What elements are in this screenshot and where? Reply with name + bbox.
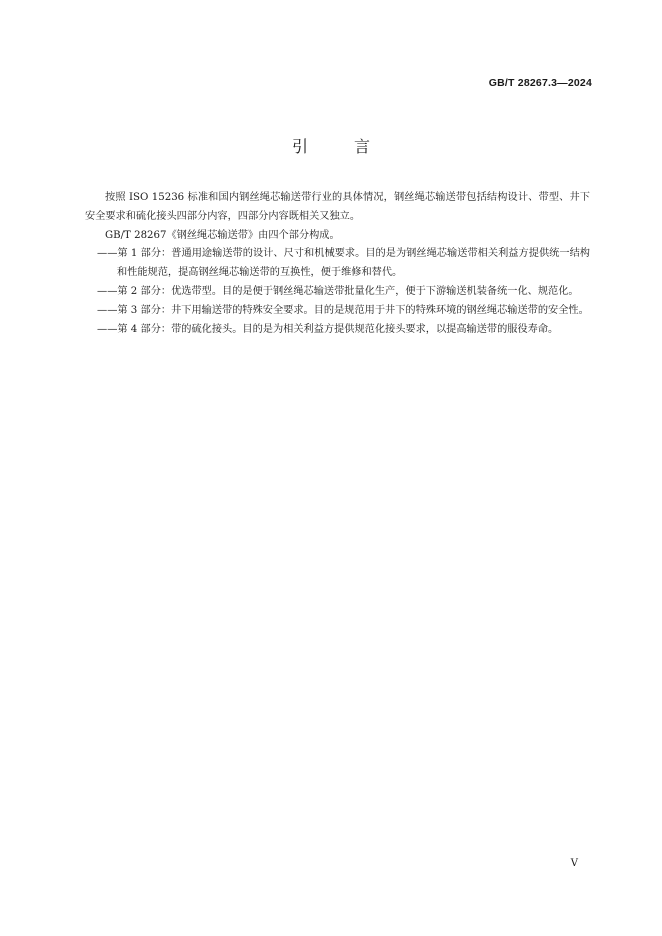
part-4-item: ——第 4 部分：带的硫化接头。目的是为相关利益方提供规范化接头要求，以提高输送带的服役寿命。	[97, 323, 559, 335]
part-1-item: ——第 1 部分：普通用途输送带的设计、尺寸和机械要求。目的是为钢丝绳芯输送带相关利益方提供统一结构和性能规范，提高钢丝绳芯输送带的互换性，便于维修和替代。	[97, 248, 590, 279]
structure-paragraph: GB/T 28267《钢丝绳芯输送带》由四个部分构成。	[105, 229, 340, 241]
standard-code: GB/T 28267.3—2024	[488, 77, 592, 89]
intro-paragraph: 按照 ISO 15236 标准和国内钢丝绳芯输送带行业的具体情况，钢丝绳芯输送带包括结构设计、带型、井下安全要求和硫化接头四部分内容，四部分内容既相关又独立。	[85, 192, 590, 222]
part-2-item: ——第 2 部分：优选带型。目的是便于钢丝绳芯输送带批量化生产，便于下游输送机装备统一化、规范化。	[97, 285, 579, 297]
page-title: 引言	[291, 137, 416, 156]
part-3-item: ——第 3 部分：井下用输送带的特殊安全要求。目的是规范用于井下的特殊环境的钢丝绳芯输送带的安全性。	[97, 304, 589, 316]
document-body	[85, 189, 590, 339]
page-number: V	[570, 858, 578, 869]
